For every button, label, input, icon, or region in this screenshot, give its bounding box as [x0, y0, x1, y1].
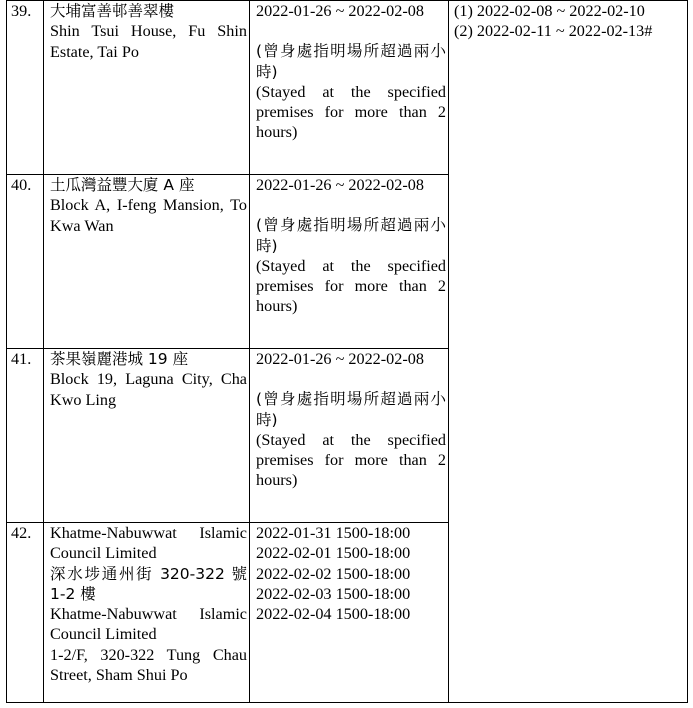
visit-date: 2022-02-04 1500-18:00 [256, 605, 411, 624]
row-number-cell [7, 523, 44, 703]
row-number: 39. [11, 2, 32, 20]
stay-note-zh: (曾身處指明場所超過兩小時) [256, 390, 446, 429]
premises-cell [44, 349, 250, 523]
date-range: 2022-01-26 ~ 2022-02-08 [256, 2, 424, 20]
stay-note-zh: (曾身處指明場所超過兩小時) [256, 42, 446, 81]
premises-table [6, 0, 688, 703]
premises-cell [44, 1, 250, 175]
premises-cell [44, 523, 250, 703]
dates-cell [250, 175, 449, 349]
row-number: 41. [11, 350, 32, 368]
stay-note-en: (Stayed at the specified premises for more than 2 hours) [256, 256, 446, 316]
premises-name-zh: 大埔富善邨善翠樓 [50, 2, 175, 20]
row-number: 42. [11, 524, 32, 542]
visit-date: 2022-02-01 1500-18:00 [256, 544, 411, 563]
premises-name-zh: 土瓜灣益豐大廈 A 座 [50, 176, 195, 194]
dates-cell [250, 349, 449, 523]
premises-name-en: Block 19, Laguna City, Cha Kwo Ling [50, 370, 247, 409]
stay-note-en: (Stayed at the specified premises for more than 2 hours) [256, 82, 446, 142]
premises-name-zh: 茶果嶺麗港城 19 座 [50, 350, 189, 368]
premises-name-en: Khatme-Nabuwwat Islamic Council Limited [50, 524, 247, 563]
testing-period-1: (1) 2022-02-08 ~ 2022-02-10 [454, 2, 645, 20]
visit-date: 2022-02-03 1500-18:00 [256, 584, 411, 603]
row-number-cell [7, 175, 44, 349]
stay-note-zh: (曾身處指明場所超過兩小時) [256, 216, 446, 255]
row-number: 40. [11, 176, 32, 194]
testing-period-2: (2) 2022-02-11 ~ 2022-02-13# [454, 22, 653, 41]
visit-date: 2022-02-02 1500-18:00 [256, 564, 411, 583]
compulsory-testing-period-cell [449, 1, 688, 703]
premises-address-en: 1-2/F, 320-322 Tung Chau Street, Sham Shui Po [50, 645, 247, 685]
premises-name-en: Block A, I-feng Mansion, To Kwa Wan [50, 196, 247, 235]
date-range: 2022-01-26 ~ 2022-02-08 [256, 176, 424, 194]
premises-cell [44, 175, 250, 349]
premises-address-zh: 深水埗通州街 320-322 號 1-2 樓 [50, 564, 247, 603]
visit-date: 2022-01-31 1500-18:00 [256, 524, 411, 542]
dates-cell [250, 1, 449, 175]
premises-name-en: Shin Tsui House, Fu Shin Estate, Tai Po [50, 22, 247, 61]
dates-cell [250, 523, 449, 703]
date-range: 2022-01-26 ~ 2022-02-08 [256, 350, 424, 368]
premises-name-en-2: Khatme-Nabuwwat Islamic Council Limited [50, 605, 247, 644]
stay-note-en: (Stayed at the specified premises for more than 2 hours) [256, 430, 446, 490]
row-number-cell [7, 349, 44, 523]
table-row [7, 1, 688, 175]
row-number-cell [7, 1, 44, 175]
